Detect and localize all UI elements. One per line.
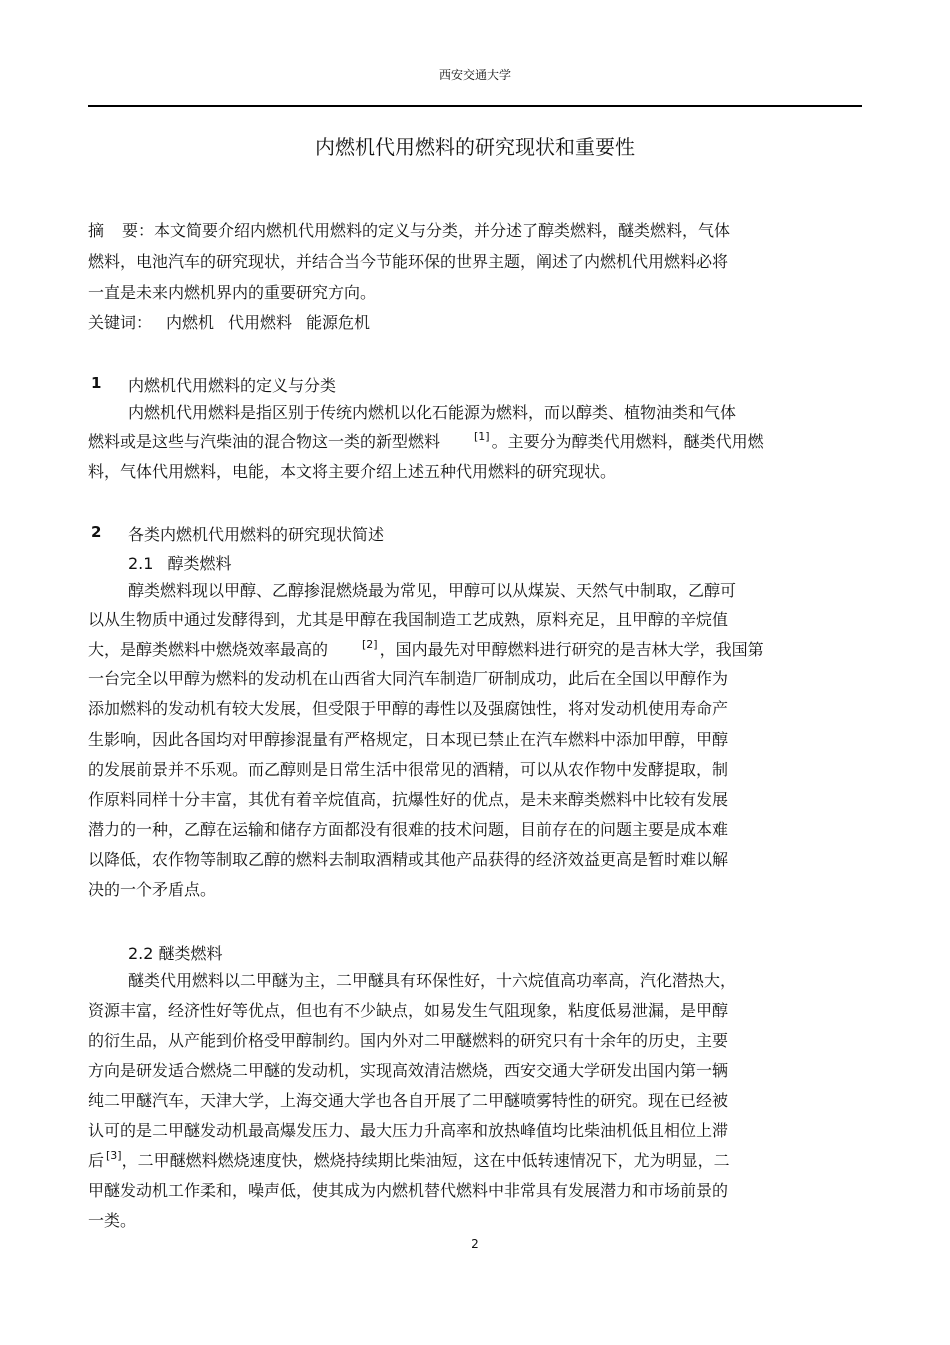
body-line: 生影响，因此各国均对甲醇掺混量有严格规定，日本现已禁止在汽车燃料中添加甲醇，甲醇 [88, 730, 729, 749]
keyword: 代用燃料 [228, 313, 293, 332]
body-line: 大，是醇类燃料中燃烧效率最高的 [2] ，国内最先对甲醇燃料进行研究的是吉林大学，我国第 [88, 638, 764, 659]
body-line: 方向是研发适合燃烧二甲醚的发动机，实现高效清洁燃烧，西安交通大学研发出国内第一辆 [88, 1061, 729, 1080]
body-line: 认可的是二甲醚发动机最高爆发压力、最大压力升高率和放热峰值均比柴油机低且相位上滞 [88, 1121, 729, 1140]
abstract-line: 燃料，电池汽车的研究现状，并结合当今节能环保的世界主题，阐述了内燃机代用燃料必将 [88, 252, 729, 271]
running-header: 西安交通大学 [438, 68, 511, 82]
section-number: 1 [91, 374, 102, 392]
body-line: 甲醚发动机工作柔和，噪声低，使其成为内燃机替代燃料中非常具有发展潜力和市场前景的 [88, 1181, 729, 1200]
section-number: 2 [91, 523, 102, 541]
header-rule [88, 105, 862, 107]
body-line: 资源丰富，经济性好等优点，但也有不少缺点，如易发生气阻现象，粘度低易泄漏，是甲醇 [88, 1001, 729, 1020]
citation: [1] [474, 430, 490, 443]
body-line: 内燃机代用燃料是指区别于传统内燃机以化石能源为燃料，而以醇类、植物油类和气体 [128, 403, 737, 422]
body-line: 一台完全以甲醇为燃料的发动机在山西省大同汽车制造厂研制成功，此后在全国以甲醇作为 [88, 669, 729, 688]
citation: [2] [362, 638, 378, 651]
body-line: 决的一个矛盾点。 [88, 880, 217, 899]
body-line: 料，气体代用燃料，电能，本文将主要介绍上述五种代用燃料的研究现状。 [88, 462, 617, 481]
abstract-line [88, 221, 730, 241]
abstract-line: 一直是未来内燃机界内的重要研究方向。 [88, 283, 377, 302]
abstract-label: 摘 要： [88, 221, 155, 240]
keyword: 能源危机 [306, 313, 371, 332]
body-line: 的发展前景并不乐观。而乙醇则是日常生活中很常见的酒精，可以从农作物中发酵提取，制 [88, 760, 729, 779]
body-line: 作原料同样十分丰富，其优有着辛烷值高，抗爆性好的优点，是未来醇类燃料中比较有发展 [88, 790, 729, 809]
body-line: 燃料或是这些与汽柴油的混合物这一类的新型燃料 [1] 。主要分为醇类代用燃料，醚类代用燃 [88, 430, 764, 451]
abstract-text: 本文简要介绍内燃机代用燃料的定义与分类，并分述了醇类燃料，醚类燃料，气体 [154, 221, 731, 240]
subsection-heading: 2.1 醇类燃料 [128, 554, 232, 573]
body-line: 醚类代用燃料以二甲醚为主，二甲醚具有环保性好，十六烷值高功率高，汽化潜热大， [128, 971, 737, 990]
body-line: 后 [3]，二甲醚燃料燃烧速度快，燃烧持续期比柴油短，这在中低转速情况下，尤为明显，二 [88, 1149, 730, 1170]
subsection-heading: 2.2 醚类燃料 [128, 944, 223, 963]
paper-title: 内燃机代用燃料的研究现状和重要性 [315, 135, 635, 159]
keyword: 内燃机 [166, 313, 215, 332]
body-line: 一类。 [88, 1211, 137, 1230]
body-line: 醇类燃料现以甲醇、乙醇掺混燃烧最为常见，甲醇可以从煤炭、天然气中制取，乙醇可 [128, 581, 737, 600]
page-number: 2 [471, 1237, 479, 1251]
body-line: 以降低，农作物等制取乙醇的燃料去制取酒精或其他产品获得的经济效益更高是暂时难以解 [88, 850, 729, 869]
keywords-label: 关键词： [88, 313, 153, 332]
section-title: 各类内燃机代用燃料的研究现状简述 [128, 525, 385, 544]
section-title: 内燃机代用燃料的定义与分类 [128, 376, 337, 395]
citation: [3] [106, 1149, 122, 1162]
body-line: 添加燃料的发动机有较大发展，但受限于甲醇的毒性以及强腐蚀性，将对发动机使用寿命产 [88, 699, 729, 718]
body-line: 潜力的一种，乙醇在运输和储存方面都没有很难的技术问题，目前存在的问题主要是成本难 [88, 820, 729, 839]
keywords-line [88, 313, 370, 333]
body-line: 纯二甲醚汽车，天津大学，上海交通大学也各自开展了二甲醚喷雾特性的研究。现在已经被 [88, 1091, 729, 1110]
body-line: 以从生物质中通过发酵得到，尤其是甲醇在我国制造工艺成熟，原料充足，且甲醇的辛烷值 [88, 610, 729, 629]
body-line: 的衍生品，从产能到价格受甲醇制约。国内外对二甲醚燃料的研究只有十余年的历史，主要 [88, 1031, 729, 1050]
